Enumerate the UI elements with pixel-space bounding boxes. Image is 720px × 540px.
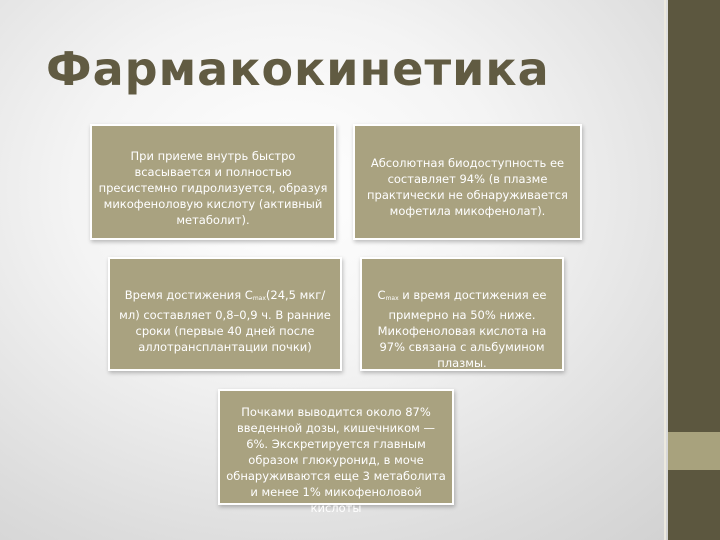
text-segment: (24,5 мкг/мл) составляет 0,8–0,9 ч. В ранние сроки (первые 40 дней после аллотрансплантации почки) (119, 288, 331, 354)
subscript: max (252, 295, 266, 302)
subscript: max (385, 295, 399, 302)
info-box-text (368, 287, 556, 371)
text-segment: и время достижения ее примерно на 50% ниже. Микофеноловая кислота на 97% связана с альбумином плазмы. (377, 288, 547, 370)
info-box-time-to-cmax (108, 257, 342, 371)
info-box-text (116, 287, 334, 355)
text-segment: C (377, 288, 386, 302)
info-box-protein-binding (360, 257, 564, 371)
info-box-text: При приеме внутрь быстро всасывается и полностью пресистемно гидролизуется, образуя микофеноловую кислоту (активный метаболит). (98, 149, 328, 227)
sidebar-accent-block (668, 432, 720, 470)
info-box-absorption (90, 124, 336, 240)
info-box-excretion (218, 389, 454, 515)
sidebar-divider (664, 0, 666, 540)
info-box-text: Почками выводится около 87% введенной дозы, кишечником — 6%. Экскретируется главным образом глюкуронид, в моче обнаруживаются еще 3 метаболита и менее 1% микофеноловой кислоты (226, 405, 446, 515)
info-box-bioavailability (353, 124, 582, 240)
text-segment: Время достижения C (124, 288, 253, 302)
slide-title: Фармакокинетика (46, 42, 550, 96)
info-box-text: Абсолютная биодоступность ее составляет 94% (в плазме практически не обнаруживается мофетила микофенолат). (367, 156, 568, 218)
